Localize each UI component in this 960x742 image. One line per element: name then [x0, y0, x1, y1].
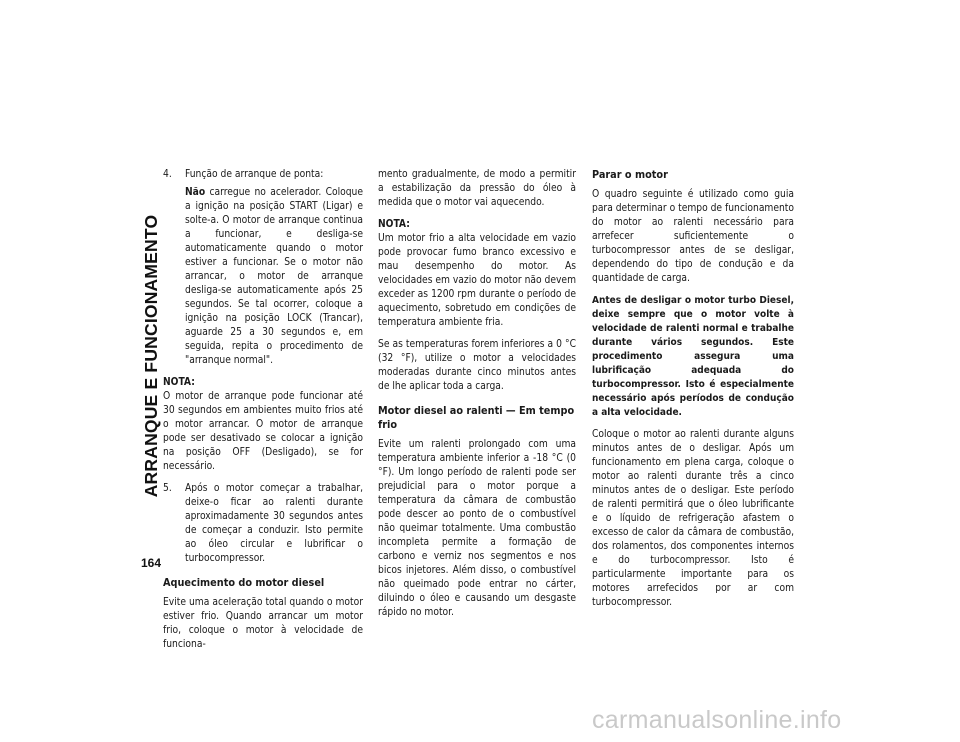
- note-text: O motor de arranque pode funcionar até 30 segundos em ambientes muito frios até o motor arrancar. O motor de arranque pode ser desativado se colocar a ignição na posição OFF (Desligado), se for necessário.: [163, 391, 363, 472]
- caution-text: Antes de desligar o motor turbo Diesel, deixe sempre que o motor volte à velocidade de ralenti normal e trabalhe durante vários segundos. Este procedimento assegura uma lubrificação adequada do turbocompressor. Isto é especialmente necessário após períodos de condução a alta velocidade.: [592, 295, 794, 418]
- paragraph: Evite um ralenti prolongado com uma temperatura ambiente inferior a -18 °C (0 °F). Um longo período de ralenti pode ser prejudicial para o motor porque a temperatura da câmara de combustão pode descer ao ponto de o combustível não queimar totalmente. Uma combustão incompleta permite a formação de carbono e verniz nos segmentos e nos bicos injetores. Além disso, o combustível não queimado pode entrar no cárter, diluindo o óleo e causando um desgaste rápido no motor.: [378, 439, 576, 618]
- body-text: carregue no acelerador. Coloque a ignição na posição START (Ligar) e solte-a. O motor de arranque continua a funcionar, e desliga-se automaticamente quando o motor estiver a funcionar. Se o motor não arrancar, o motor de arranque desliga-se automaticamente após 25 segundos. Se tal ocorrer, coloque a ignição na posição LOCK (Trancar), aguarde 25 a 30 segundos e, em seguida, repita o procedimento de "arranque normal".: [185, 187, 363, 366]
- list-text: Função de arranque de ponta:: [185, 169, 324, 180]
- watermark-text: carmanualsonline.info: [592, 706, 842, 734]
- section-heading: Motor diesel ao ralenti — Em tempo frio: [378, 404, 575, 431]
- paragraph: mento gradualmente, de modo a permitir a estabilização da pressão do óleo à medida que o motor vai aquecendo.: [378, 169, 576, 208]
- page-number: 164: [141, 556, 162, 570]
- section-heading: Aquecimento do motor diesel: [163, 576, 325, 589]
- text-column-1: [163, 168, 363, 660]
- list-item-4-body: [163, 186, 363, 368]
- text-column-3: [592, 168, 794, 618]
- note-block: [378, 218, 576, 330]
- text-column-2: [378, 168, 576, 628]
- note-block: [163, 376, 363, 474]
- emphasis-text: Não: [185, 187, 206, 198]
- section-heading: Parar o motor: [592, 168, 668, 181]
- list-item-4: [163, 168, 363, 182]
- section-side-title: [138, 174, 164, 534]
- list-number: 5.: [163, 483, 172, 494]
- paragraph: Coloque o motor ao ralenti durante alguns minutos antes de o desligar. Após um funcionamento em plena carga, coloque o motor ao ralenti durante três a cinco minutos antes de o desligar. Este período de ralenti permitirá que o óleo lubrificante e o líquido de refrigeração afastem o excesso de calor da câmara de combustão, dos rolamentos, dos componentes internos e do turbocompressor. Isto é particularmente importante para os motores arrefecidos por ar com turbocompressor.: [592, 429, 794, 608]
- list-item-5: [163, 482, 363, 566]
- paragraph: Se as temperaturas forem inferiores a 0 °C (32 °F), utilize o motor a velocidades moderadas durante cinco minutos antes de lhe aplicar toda a carga.: [378, 339, 576, 392]
- note-label: NOTA:: [163, 377, 195, 388]
- paragraph: O quadro seguinte é utilizado como guia para determinar o tempo de funcionamento do motor ao ralenti necessário para arrefecer suficientemente o turbocompressor antes de se desligar, dependendo do tipo de condução e da quantidade de carga.: [592, 189, 795, 284]
- list-number: 4.: [163, 169, 172, 180]
- paragraph: Evite uma aceleração total quando o motor estiver frio. Quando arrancar um motor frio, coloque o motor à velocidade de funciona-: [163, 597, 363, 650]
- list-text: Após o motor começar a trabalhar, deixe-o ficar ao ralenti durante aproximadamente 30 segundos antes de começar a conduzir. Isto permite ao óleo circular e lubrificar o turbocompressor.: [185, 483, 363, 564]
- section-title-text: ARRANQUE E FUNCIONAMENTO: [141, 214, 161, 498]
- note-label: NOTA:: [378, 219, 410, 230]
- note-text: Um motor frio a alta velocidade em vazio pode provocar fumo branco excessivo e mau desempenho do motor. As velocidades em vazio do motor não devem exceder as 1200 rpm durante o período de aquecimento, sobretudo em condições de temperatura ambiente fria.: [378, 233, 576, 328]
